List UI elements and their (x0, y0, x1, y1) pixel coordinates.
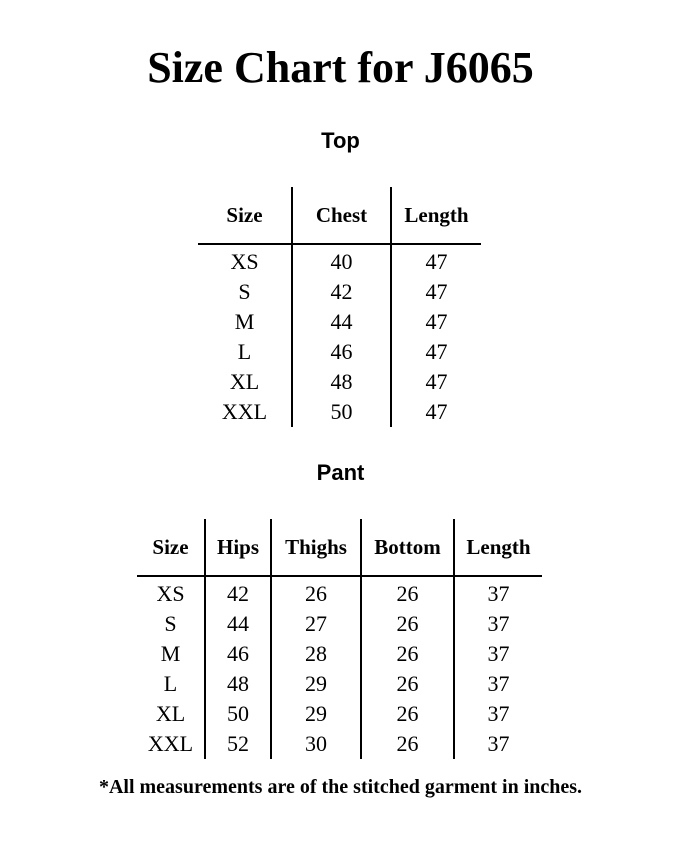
table-cell: 47 (425, 369, 448, 394)
table-cell: 26 (361, 699, 454, 729)
table-cell: XS (198, 244, 292, 277)
table-cell: 26 (271, 576, 361, 609)
table-cell: 37 (487, 641, 510, 666)
table-cell: 46 (292, 337, 391, 367)
table-cell: XXL (198, 397, 292, 427)
table-cell: 26 (361, 639, 454, 669)
table-cell: 40 (292, 244, 391, 277)
table-cell: 26 (361, 669, 454, 699)
table-row (137, 669, 542, 699)
table-row (137, 609, 542, 639)
column-header: Hips (205, 519, 271, 576)
table-cell: 47 (425, 249, 448, 274)
table-cell: M (137, 639, 205, 669)
table-row (198, 397, 481, 427)
table-cell: XL (137, 699, 205, 729)
table-cell: XL (198, 367, 292, 397)
table-cell: XS (137, 576, 205, 609)
table-cell: 37 (487, 611, 510, 636)
table-cell: S (137, 609, 205, 639)
top-section-title: Top (321, 128, 360, 153)
column-header: Thighs (271, 519, 361, 576)
table-cell: 47 (425, 339, 448, 364)
table-row (137, 639, 542, 669)
page-title: Size Chart for J6065 (147, 43, 534, 92)
table-row (198, 277, 481, 307)
table-cell: 50 (205, 699, 271, 729)
table-row (137, 699, 542, 729)
table-cell: 42 (205, 576, 271, 609)
column-header: Chest (292, 187, 391, 244)
column-header: Length (391, 187, 481, 244)
table-cell: 42 (292, 277, 391, 307)
table-cell: 46 (205, 639, 271, 669)
table-row (198, 367, 481, 397)
table-cell: L (137, 669, 205, 699)
column-header: Length (454, 519, 542, 576)
table-cell: 27 (271, 609, 361, 639)
table-cell: M (198, 307, 292, 337)
table-cell: 37 (487, 701, 510, 726)
table-cell: 26 (361, 729, 454, 759)
column-header: Size (137, 519, 205, 576)
table-row (198, 307, 481, 337)
table-cell: 47 (425, 399, 448, 424)
table-cell: 44 (205, 609, 271, 639)
table-cell: 50 (292, 397, 391, 427)
table-cell: XXL (137, 729, 205, 759)
table-cell: 37 (487, 671, 510, 696)
table-cell: 52 (205, 729, 271, 759)
table-cell: L (198, 337, 292, 367)
table-cell: S (198, 277, 292, 307)
table-cell: 29 (271, 669, 361, 699)
table-cell: 48 (205, 669, 271, 699)
measurement-footnote: *All measurements are of the stitched garment in inches. (98, 776, 583, 798)
table-cell: 30 (271, 729, 361, 759)
table-row (198, 337, 481, 367)
table-cell: 26 (361, 576, 454, 609)
table-cell: 44 (292, 307, 391, 337)
column-header: Size (198, 187, 292, 244)
table-cell: 48 (292, 367, 391, 397)
pant-size-table (137, 519, 542, 759)
table-row (137, 729, 542, 759)
table-cell: 28 (271, 639, 361, 669)
column-header: Bottom (361, 519, 454, 576)
table-cell: 47 (425, 309, 448, 334)
table-cell: 47 (425, 279, 448, 304)
table-cell: 37 (487, 581, 510, 606)
table-cell: 29 (271, 699, 361, 729)
table-cell: 26 (361, 609, 454, 639)
top-size-table (198, 187, 481, 427)
table-row (198, 244, 481, 277)
table-header-row (198, 187, 481, 244)
pant-section-title: Pant (316, 460, 365, 485)
table-cell: 37 (487, 731, 510, 756)
table-row (137, 576, 542, 609)
table-header-row (137, 519, 542, 576)
